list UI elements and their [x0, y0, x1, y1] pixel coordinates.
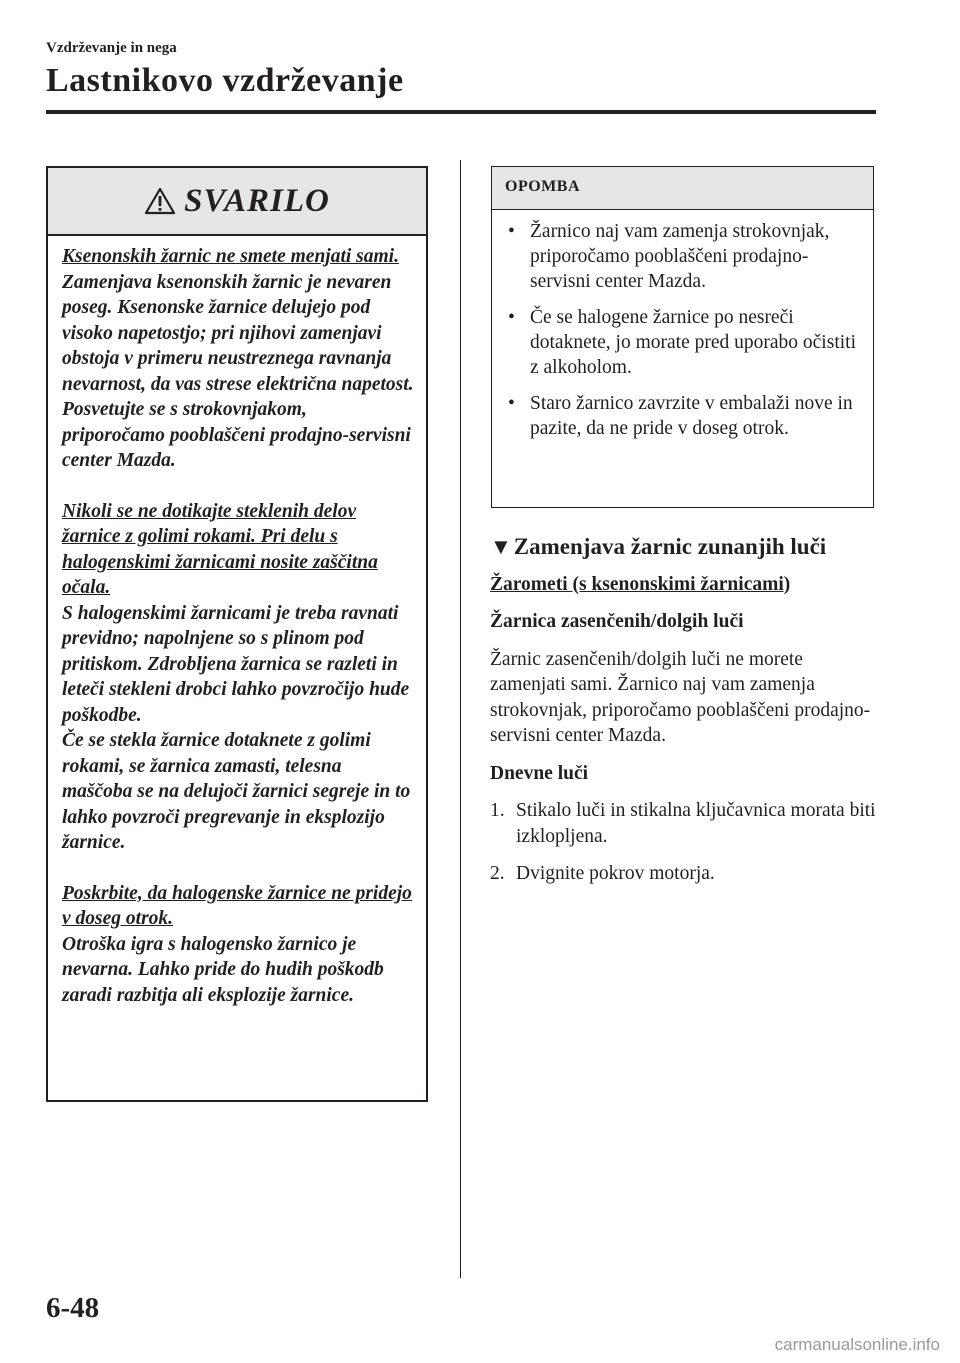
triangle-down-icon: ▼: [490, 534, 512, 559]
step-item: 1. Stikalo luči in stikalna ključavnica morata biti izklopljena.: [490, 800, 876, 847]
page-number: 6-48: [46, 1292, 100, 1324]
step-item: 2. Dvignite pokrov motorja.: [490, 863, 715, 884]
note-title: OPOMBA: [492, 167, 873, 210]
note-item: • Žarnico naj vam zamenja strokovnjak, priporočamo pooblaščeni prodajno-servisni center Mazda.: [508, 221, 830, 292]
main-content: [490, 534, 880, 899]
column-divider: [460, 160, 461, 1278]
warning-text-xenon: Zamenjava ksenonskih žarnic je nevaren poseg. Ksenonske žarnice delujejo pod visoko napetostjo; pri njihovi zamenjavi obstoja v primeru neustreznega ravnanja nevarnost, da vas strese električna napetost. Posvetujte se s strokovnjakom, priporočamo pooblaščeni prodajno-servisni center Mazda.: [62, 271, 414, 471]
warning-box: [46, 166, 428, 1102]
warning-heading-children: Poskrbite, da halogenske žarnice ne pridejo v doseg otrok.: [62, 882, 412, 929]
note-item: • Staro žarnico zavrzite v embalaži nove in pazite, da ne pride v doseg otrok.: [508, 393, 853, 439]
headlights-heading: Žarometi (s ksenonskimi žarnicami): [490, 573, 791, 595]
drl-heading: Dnevne luči: [490, 762, 589, 784]
watermark: carmanualsonline.info: [774, 1335, 940, 1354]
bullet-icon: •: [508, 307, 515, 328]
warning-header: [48, 168, 426, 236]
warning-heading-xenon: Ksenonskih žarnic ne smete menjati sami.: [62, 246, 399, 267]
page-title: Lastnikovo vzdrževanje: [46, 62, 404, 99]
bullet-icon: •: [508, 393, 515, 414]
lowbeam-text: Žarnic zasenčenih/dolgih luči ne morete zamenjati sami. Žarnico naj vam zamenja strokovnjak, priporočamo pooblaščeni prodajno-servisni center Mazda.: [490, 648, 871, 746]
warning-title: SVARILO: [184, 182, 330, 219]
warning-triangle-icon: [144, 187, 176, 215]
note-item: • Če se halogene žarnice po nesreči dotaknete, jo morate pred uporabo očistiti z alkoholom.: [508, 307, 856, 378]
lowbeam-heading: Žarnica zasenčenih/dolgih luči: [490, 611, 744, 632]
title-rule: [46, 110, 876, 114]
bullet-icon: •: [508, 221, 515, 242]
warning-text-children: Otroška igra s halogensko žarnico je nevarna. Lahko pride do hudih poškodb zaradi razbitja ali eksplozije žarnice.: [62, 933, 384, 1006]
note-box: [491, 166, 874, 508]
steps-list: [490, 798, 880, 887]
warning-body: [48, 236, 426, 1008]
warning-heading-glass: Nikoli se ne dotikajte steklenih delov žarnice z golimi rokami. Pri delu s halogenskimi žarnicami nosite zaščitna očala.: [62, 500, 378, 598]
subsection-title: ▼ Zamenjava žarnic zunanjih luči: [490, 534, 827, 559]
note-list: [492, 210, 873, 441]
warning-text-glass: S halogenskimi žarnicami je treba ravnati previdno; napolnjene so s plinom pod pritiskom. Zdrobljena žarnica se razleti in leteči stekleni drobci lahko povzročijo hude poškodbe.: [62, 602, 410, 726]
section-label: Vzdrževanje in nega: [46, 40, 177, 56]
warning-text-glass-2: Če se stekla žarnice dotaknete z golimi rokami, se žarnica zamasti, telesna maščoba se na delujoči žarnici segreje in to lahko povzroči pregrevanje in eksplozijo žarnice.: [62, 730, 411, 853]
